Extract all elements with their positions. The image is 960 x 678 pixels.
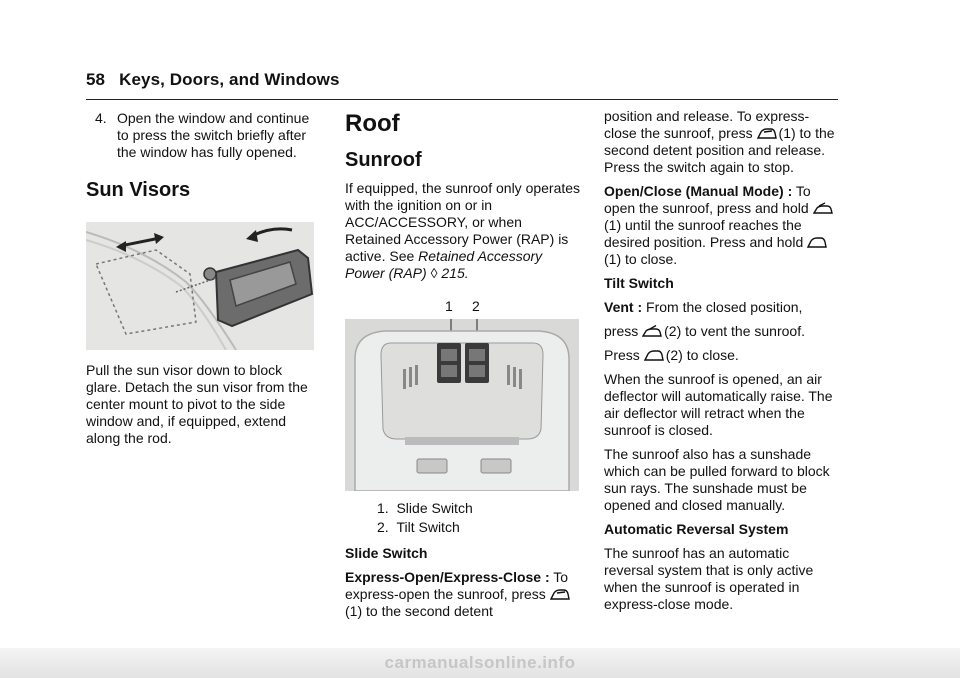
page-header [86,70,340,90]
automatic-reversal-heading: Automatic Reversal System [604,521,789,537]
rap-reference-link[interactable]: Retained Accessory Power (RAP) [345,248,543,281]
express-open-close-text [345,569,581,620]
vent-text-a: From the closed position, [646,299,803,315]
legend-1-label: Slide Switch [396,500,473,516]
vent-text-b: (2) to vent the sunroof. [664,323,805,339]
step-text: Open the window and continue to press the switch briefly after the window has fully opened. [117,110,310,160]
legend-item-2 [377,519,581,536]
legend-item-1 [377,500,581,517]
chapter-title: Keys, Doors, and Windows [119,70,340,89]
manual-text-a: To open the sunroof, press and hold [604,183,811,216]
vent-press-text [604,323,840,340]
column-1 [86,108,318,454]
air-deflector-text: When the sunroof is opened, an air deflector will automatically raise. The air deflector will retract when the sunroof is closed. [604,371,833,438]
automatic-reversal-text: The sunroof has an automatic reversal system that is only active when the sunroof is operated in express-close mode. [604,545,814,612]
subsection-title-sunroof: Sunroof [345,149,422,171]
close-text: (2) to close. [665,347,739,363]
express-label: Express-Open/Express-Close : [345,569,550,585]
page-number: 58 [86,70,106,89]
rap-page-ref[interactable]: 215. [441,265,469,281]
reference-symbol: ◊ [430,265,438,281]
footer-watermark: carmanualsonline.info [0,648,960,678]
step-number: 4. [95,110,107,126]
callout-2: 2 [472,298,480,314]
legend-2-label: Tilt Switch [396,519,460,535]
vent-label: Vent : [604,299,643,315]
tilt-switch-heading: Tilt Switch [604,275,674,291]
sunroof-slide-icon [550,588,570,601]
express-text-a: To express-open the sunroof, press [345,569,569,602]
manual-text-c: (1) to close. [604,251,678,267]
sunroof-open-icon [813,202,833,215]
overhead-console-figure [345,298,581,492]
manual-mode-text [604,183,840,268]
column-2 [345,108,581,627]
callout-1: 1 [445,298,453,314]
vent-press: press [604,323,639,339]
slide-switch-heading: Slide Switch [345,545,428,561]
figure-legend [377,500,581,536]
header-rule [86,99,838,100]
manual-label: Open/Close (Manual Mode) : [604,183,793,199]
section-title-roof: Roof [345,110,400,137]
sunroof-slide-icon [757,127,777,140]
express-cont-b: (1) to the second detent position and release. Press the switch again to stop. [604,125,835,175]
legend-1-number: 1. [377,500,389,516]
sunshade-text: The sunroof also has a sunshade which can be pulled forward to block sun rays. The sunshade must be opened and closed manually. [604,446,830,513]
manual-text-b: (1) until the sunroof reaches the desired position. Press and hold [604,217,804,250]
sunroof-intro [345,180,581,282]
tilt-close-text [604,347,840,364]
legend-2-number: 2. [377,519,389,535]
sunroof-tilt-icon [642,325,662,338]
sunroof-close-icon [644,349,664,362]
overhead-console-illustration [345,319,579,491]
sunroof-close-icon [807,236,827,249]
intro-text: If equipped, the sunroof only operates with the ignition on or in ACC/ACCESSORY, or when Retained Accessory Power (RAP) is active. See [345,180,581,264]
express-text-b: (1) to the second detent [345,603,493,619]
close-press: Press [604,347,640,363]
step-4 [86,110,318,161]
sun-visor-illustration [86,222,314,350]
sun-visor-text: Pull the sun visor down to block glare. Detach the sun visor from the center mount to pivot to the side window and, if equipped, extend along the rod. [86,362,308,446]
express-cont-a: position and release. To express-close the sunroof, press [604,108,810,141]
column-3 [604,108,840,620]
section-title-sun-visors: Sun Visors [86,179,191,201]
express-close-text [604,108,840,176]
vent-text [604,299,840,316]
